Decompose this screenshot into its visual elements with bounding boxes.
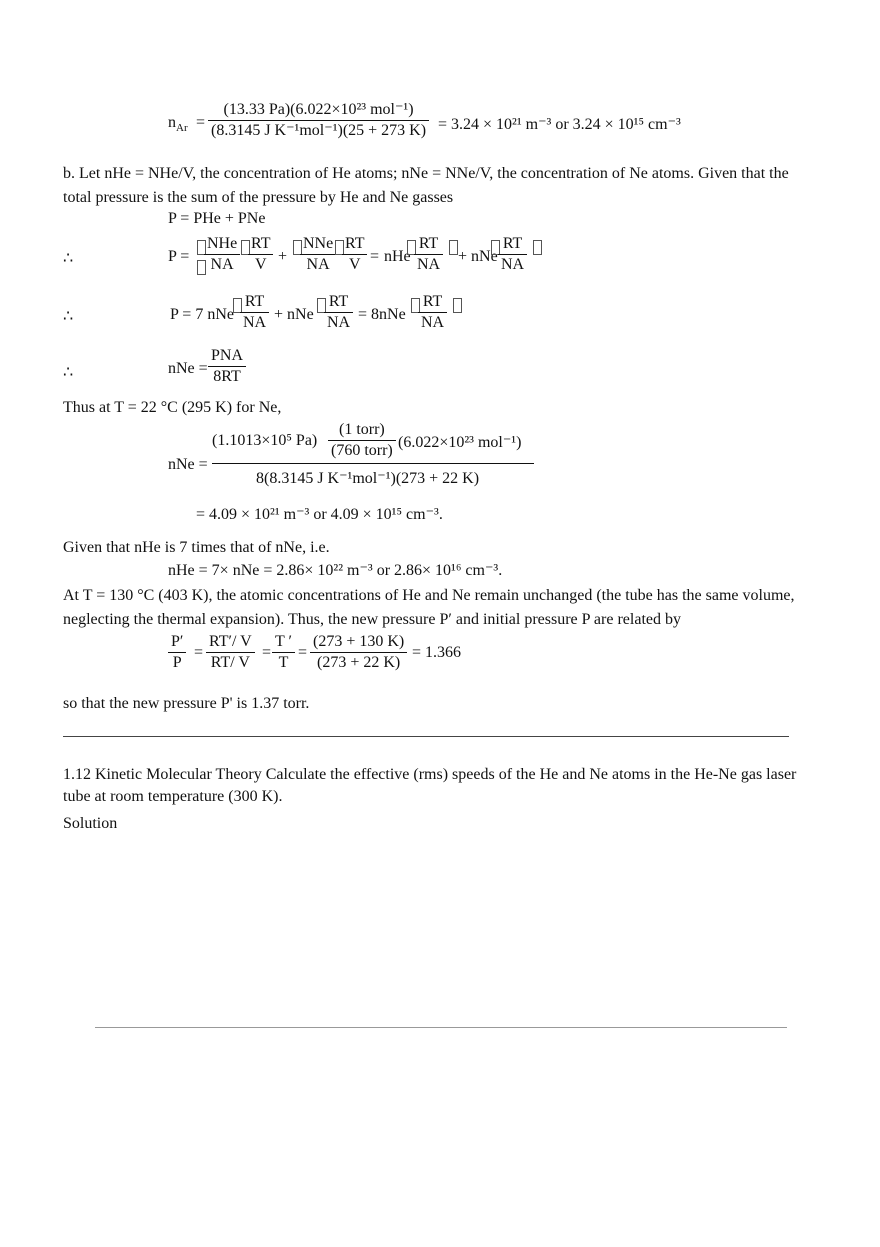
p1-rt-num: RT bbox=[248, 234, 273, 255]
equation-pressure-ratio bbox=[168, 632, 468, 680]
ratio-eq-1: = bbox=[194, 644, 204, 661]
ratio-p: P bbox=[172, 654, 182, 671]
ratio-rt: RT/ V bbox=[210, 654, 250, 671]
nne-val-lhs: nNe = bbox=[168, 456, 208, 473]
ratio-p-prime: P′ bbox=[168, 632, 186, 653]
p2-rhs: = 8nNe bbox=[358, 306, 406, 323]
given-line: Given that nHe is 7 times that of nNe, i.e. bbox=[63, 539, 330, 556]
p1-rt-num-3: RT bbox=[414, 234, 443, 255]
p1-equals: = bbox=[370, 248, 380, 265]
nne-val-num-b: (6.022×10²³ mol⁻¹) bbox=[398, 434, 522, 451]
therefore-symbol-1: ∴ bbox=[63, 250, 74, 267]
p2-rt-num-2: RT bbox=[324, 292, 353, 313]
ratio-frac-p bbox=[168, 632, 186, 673]
p1-na-den: NA bbox=[210, 256, 234, 273]
n-ar-fraction bbox=[208, 100, 429, 141]
result-n-he: nHe = 7× nNe = 2.86× 10²² m⁻³ or 2.86× 10¹⁶ cm⁻³. bbox=[168, 562, 503, 579]
equation-p-expanded bbox=[168, 232, 548, 284]
ratio-temp-num: (273 + 130 K) bbox=[310, 632, 407, 653]
p2-rt-num: RT bbox=[240, 292, 269, 313]
n-ar-equals: = bbox=[196, 114, 206, 131]
n-ar-numerator: (13.33 Pa)(6.022×10²³ mol⁻¹) bbox=[208, 100, 429, 121]
bracket-right-icon bbox=[453, 298, 462, 313]
equation-n-ne-value bbox=[168, 420, 548, 492]
ratio-temp-den: (273 + 22 K) bbox=[317, 654, 401, 671]
p2-na-den-3: NA bbox=[421, 314, 445, 331]
p2-mid: + nNe bbox=[274, 306, 314, 323]
paragraph-b: b. Let nHe = NHe/V, the concentration of He atoms; nNe = NNe/V, the concentration of Ne atoms. Given that the total pressure is the sum of the pressure by He and Ne gasses bbox=[63, 165, 789, 206]
equation-p-sum: P = PHe + PNe bbox=[168, 210, 266, 227]
p1-rt-num-2: RT bbox=[342, 234, 367, 255]
problem-1-12: 1.12 Kinetic Molecular Theory Calculate the effective (rms) speeds of the He and Ne atoms in the He-Ne gas laser tube at room temperature (300 K). bbox=[63, 766, 797, 805]
p2-frac-2 bbox=[324, 292, 353, 333]
ratio-frac-temps bbox=[310, 632, 407, 673]
p1-frac-rtna bbox=[414, 234, 443, 275]
nne-lhs: nNe = bbox=[168, 360, 208, 377]
p1-frac-nne bbox=[300, 234, 336, 275]
bracket-right-icon bbox=[533, 240, 542, 255]
p1-frac-rtna-2 bbox=[498, 234, 527, 275]
section-divider bbox=[63, 736, 789, 737]
ratio-eq-3: = bbox=[298, 644, 308, 661]
p2-rt-num-3: RT bbox=[418, 292, 447, 313]
p1-nhe-num: NHe bbox=[204, 234, 240, 255]
nne-frac bbox=[208, 346, 246, 387]
p2-na-den-2: NA bbox=[327, 314, 351, 331]
thus-line: Thus at T = 22 °C (295 K) for Ne, bbox=[63, 399, 282, 416]
therefore-symbol-3: ∴ bbox=[63, 364, 74, 381]
bracket-icon bbox=[449, 240, 458, 255]
p2-na-den: NA bbox=[243, 314, 267, 331]
so-line: so that the new pressure P' is 1.37 torr. bbox=[63, 695, 310, 712]
p1-frac-rtv-2 bbox=[342, 234, 367, 275]
p1-na-den-2: NA bbox=[306, 256, 330, 273]
p1-frac-rtv bbox=[248, 234, 273, 275]
p1-nhe: nHe bbox=[384, 248, 411, 265]
p1-nne: + nNe bbox=[458, 248, 498, 265]
p1-nne-num: NNe bbox=[300, 234, 336, 255]
p2-frac-3 bbox=[418, 292, 447, 333]
ratio-t: T bbox=[278, 654, 289, 671]
ratio-eq-2: = bbox=[262, 644, 272, 661]
p1-na-den-3: NA bbox=[417, 256, 441, 273]
footer-divider bbox=[95, 1027, 787, 1028]
result-n-ne: = 4.09 × 10²¹ m⁻³ or 4.09 × 10¹⁵ cm⁻³. bbox=[196, 506, 443, 523]
ratio-t-prime: T ′ bbox=[272, 632, 295, 653]
p1-v-den-2: V bbox=[348, 256, 361, 273]
ratio-result: = 1.366 bbox=[412, 644, 462, 661]
nne-val-den: 8(8.3145 J K⁻¹mol⁻¹)(273 + 22 K) bbox=[256, 470, 480, 487]
equation-n-ne-formula bbox=[168, 346, 288, 392]
paragraph-130c: At T = 130 °C (403 K), the atomic concentrations of He and Ne remain unchanged (the tube has the same volume, neglecting the thermal expansion). Thus, the new pressure P′ and initial pressure P are related by bbox=[63, 587, 795, 628]
nne-val-fraction-bar bbox=[212, 463, 534, 464]
nne-val-num-a: (1.1013×10⁵ Pa) bbox=[212, 432, 318, 449]
nne-num: PNA bbox=[208, 346, 246, 367]
therefore-symbol-2: ∴ bbox=[63, 308, 74, 325]
n-ar-denominator: (8.3145 J K⁻¹mol⁻¹)(25 + 273 K) bbox=[211, 122, 427, 139]
p1-lhs: P = bbox=[168, 248, 190, 265]
nne-val-torr-frac bbox=[328, 420, 396, 461]
ratio-frac-rt bbox=[206, 632, 255, 673]
torr-num: (1 torr) bbox=[328, 420, 396, 441]
p1-frac-nhe bbox=[204, 234, 240, 275]
p2-lhs: P = 7 nNe bbox=[170, 306, 234, 323]
p1-plus: + bbox=[278, 248, 288, 265]
equation-p-simplified bbox=[170, 290, 470, 342]
ratio-rt-prime: RT′/ V bbox=[206, 632, 255, 653]
ratio-frac-t bbox=[272, 632, 295, 673]
n-ar-result: = 3.24 × 10²¹ m⁻³ or 3.24 × 10¹⁵ cm⁻³ bbox=[438, 116, 681, 133]
p1-v-den: V bbox=[254, 256, 267, 273]
torr-den: (760 torr) bbox=[331, 442, 393, 459]
solution-label: Solution bbox=[63, 815, 118, 832]
p1-rt-num-4: RT bbox=[498, 234, 527, 255]
p2-frac-1 bbox=[240, 292, 269, 333]
n-ar-lhs: $n_{Ar}$ bbox=[168, 114, 188, 135]
p1-na-den-4: NA bbox=[501, 256, 525, 273]
nne-den: 8RT bbox=[213, 368, 241, 385]
